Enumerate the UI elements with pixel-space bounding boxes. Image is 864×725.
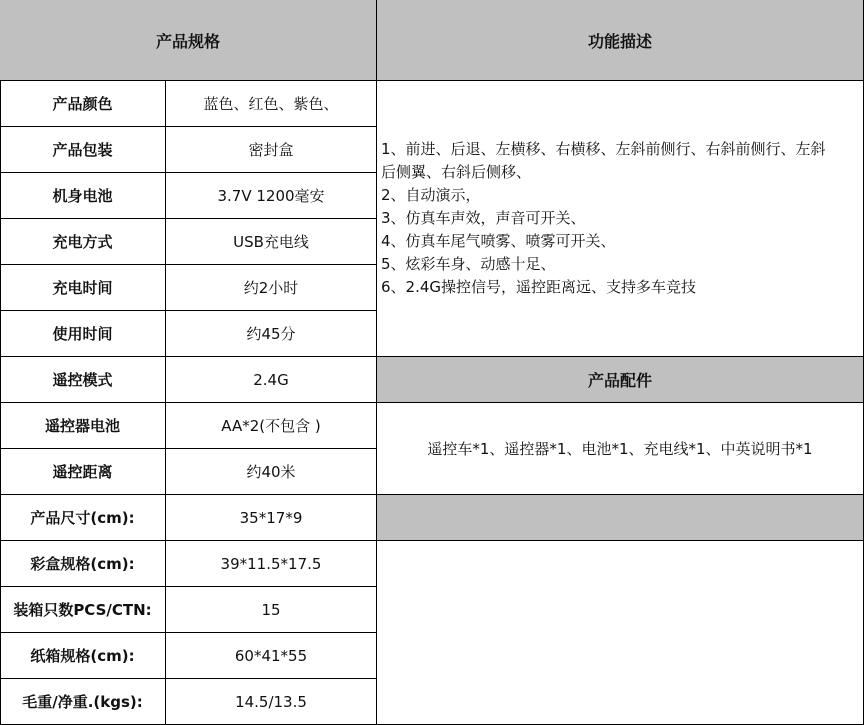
function-description-lines <box>381 138 826 299</box>
spec-value: 14.5/13.5 <box>166 679 377 725</box>
spec-value: 39*11.5*17.5 <box>166 541 377 587</box>
spec-value: 蓝色、红色、紫色、 <box>166 81 377 127</box>
empty-area <box>377 541 864 725</box>
spec-label: 纸箱规格(cm): <box>0 633 166 679</box>
empty-grey-band <box>377 495 864 541</box>
accessories-content: 遥控车*1、遥控器*1、电池*1、充电线*1、中英说明书*1 <box>377 403 864 495</box>
spec-value: USB充电线 <box>166 219 377 265</box>
function-header: 功能描述 <box>377 0 864 81</box>
spec-value: 3.7V 1200毫安 <box>166 173 377 219</box>
spec-value: 15 <box>166 587 377 633</box>
spec-value: 密封盒 <box>166 127 377 173</box>
spec-value: 约40米 <box>166 449 377 495</box>
spec-label: 产品颜色 <box>0 81 166 127</box>
spec-label: 遥控模式 <box>0 357 166 403</box>
spec-value: 60*41*55 <box>166 633 377 679</box>
spec-label: 充电方式 <box>0 219 166 265</box>
spec-label: 产品包装 <box>0 127 166 173</box>
function-description-line: 6、2.4G操控信号，遥控距离远、支持多车竞技 <box>381 278 697 296</box>
spec-value: 约45分 <box>166 311 377 357</box>
function-description-line: 3、仿真车声效，声音可开关、 <box>381 209 586 227</box>
accessories-header: 产品配件 <box>377 357 864 403</box>
spec-header: 产品规格 <box>0 0 377 81</box>
function-description-line: 2、自动演示， <box>381 186 481 204</box>
function-description-line: 4、仿真车尾气喷雾、喷雾可开关、 <box>381 232 616 250</box>
function-description-line: 1、前进、后退、左横移、右横移、左斜前侧行、右斜前侧行、左斜 <box>381 140 826 158</box>
spec-value: 2.4G <box>166 357 377 403</box>
function-description-line: 后侧翼、右斜后侧移、 <box>381 163 532 181</box>
spec-value: AA*2(不包含 ) <box>166 403 377 449</box>
spec-value: 35*17*9 <box>166 495 377 541</box>
spec-label: 毛重/净重.(kgs): <box>0 679 166 725</box>
spec-label: 使用时间 <box>0 311 166 357</box>
spec-value: 约2小时 <box>166 265 377 311</box>
function-description-line: 5、炫彩车身、动感十足、 <box>381 255 556 273</box>
spec-label: 充电时间 <box>0 265 166 311</box>
spec-label: 彩盒规格(cm): <box>0 541 166 587</box>
spec-label: 机身电池 <box>0 173 166 219</box>
spec-label: 遥控距离 <box>0 449 166 495</box>
spec-label: 装箱只数PCS/CTN: <box>0 587 166 633</box>
spec-label: 遥控器电池 <box>0 403 166 449</box>
spec-label: 产品尺寸(cm): <box>0 495 166 541</box>
function-description <box>377 81 864 357</box>
